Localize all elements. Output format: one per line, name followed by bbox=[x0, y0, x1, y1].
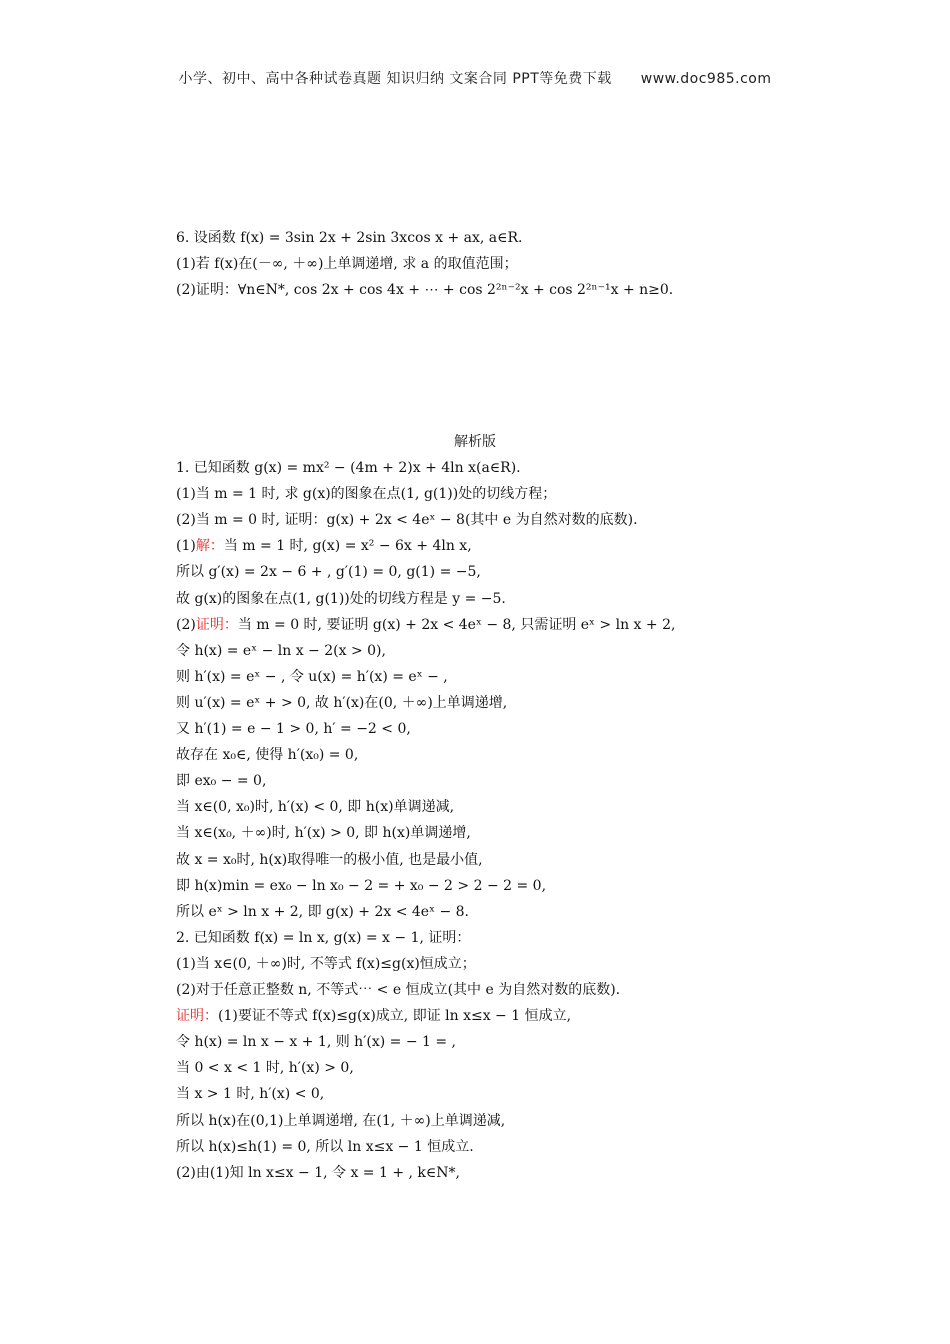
line-text: (2)对于任意正整数 n, 不等式⋯ < e 恒成立(其中 e 为自然对数的底数). bbox=[176, 982, 621, 998]
line-text: (1)要证不等式 f(x)≤g(x)成立, 即证 ln x≤x − 1 恒成立, bbox=[218, 1008, 572, 1024]
solution-line bbox=[176, 823, 471, 843]
line-text: 则 u′(x) = eˣ + > 0, 故 h′(x)在(0, ＋∞)上单调递增, bbox=[176, 695, 508, 711]
solution-line bbox=[176, 719, 411, 739]
solution-label: 证明： bbox=[176, 1008, 218, 1024]
solution-line bbox=[176, 771, 266, 791]
line-text: 所以 eˣ > ln x + 2, 即 g(x) + 2x < 4eˣ − 8. bbox=[176, 904, 469, 920]
line-text: 故 g(x)的图象在点(1, g(1))处的切线方程是 y = −5. bbox=[176, 591, 506, 607]
solution-line bbox=[176, 667, 448, 687]
line-text: (1)当 m = 1 时, 求 g(x)的图象在点(1, g(1))处的切线方程； bbox=[176, 486, 557, 502]
line-text: 即 ex₀ − = 0, bbox=[176, 773, 267, 789]
solution-line bbox=[176, 928, 470, 948]
solution-line bbox=[176, 1163, 460, 1183]
solution-line bbox=[176, 562, 481, 582]
line-text: 即 h(x)min = ex₀ − ln x₀ − 2 = + x₀ − 2 > 2 − 2 = 0, bbox=[176, 878, 547, 894]
solution-line bbox=[176, 876, 546, 896]
solution-line bbox=[176, 510, 638, 530]
solution-line bbox=[176, 1111, 505, 1131]
solution-label: 证明： bbox=[195, 617, 238, 633]
header-tagline: 小学、初中、高中各种试卷真题 知识归纳 文案合同 PPT等免费下载 bbox=[178, 71, 612, 87]
solution-line bbox=[176, 850, 483, 870]
solution-line bbox=[176, 693, 507, 713]
problem6-part1: (1)若 f(x)在(－∞, ＋∞)上单调递增, 求 a 的取值范围； bbox=[176, 256, 518, 272]
solution-line bbox=[176, 589, 506, 609]
line-text: 1. 已知函数 g(x) = mx² − (4m + 2)x + 4ln x(a∈R). bbox=[176, 460, 521, 476]
line-text: 故存在 x₀∈, 使得 h′(x₀) = 0, bbox=[176, 747, 359, 763]
line-text: 2. 已知函数 f(x) = ln x, g(x) = x − 1, 证明： bbox=[176, 930, 471, 946]
line-prefix: (1) bbox=[176, 538, 196, 554]
line-text: 故 x = x₀时, h(x)取得唯一的极小值, 也是最小值, bbox=[176, 852, 483, 868]
line-text: 所以 h(x)在(0,1)上单调递增, 在(1, ＋∞)上单调递减, bbox=[176, 1113, 506, 1129]
solution-line bbox=[176, 484, 556, 504]
solution-line bbox=[176, 1058, 354, 1078]
solution-line bbox=[176, 458, 521, 478]
line-text: 当 x > 1 时, h′(x) < 0, bbox=[176, 1086, 325, 1102]
line-text: 当 m = 1 时, g(x) = x² − 6x + 4ln x, bbox=[223, 538, 472, 554]
solution-line bbox=[176, 980, 620, 1000]
solution-line bbox=[176, 641, 386, 661]
solution-line bbox=[176, 1032, 456, 1052]
line-text: 所以 g′(x) = 2x − 6 + , g′(1) = 0, g(1) = −5, bbox=[176, 564, 481, 580]
line-text: (2)由(1)知 ln x≤x − 1, 令 x = 1 + , k∈N*, bbox=[176, 1165, 460, 1181]
line-text: 则 h′(x) = eˣ − , 令 u(x) = h′(x) = eˣ − , bbox=[176, 669, 448, 685]
solution-line bbox=[176, 1084, 324, 1104]
solution-line bbox=[176, 954, 476, 974]
solution-line bbox=[176, 536, 472, 556]
solution-line bbox=[176, 1137, 474, 1157]
solution-line bbox=[176, 902, 469, 922]
page-header bbox=[0, 68, 950, 88]
line-text: (1)当 x∈(0, ＋∞)时, 不等式 f(x)≤g(x)恒成立； bbox=[176, 956, 476, 972]
solution-label: 解： bbox=[195, 538, 224, 554]
solution-line bbox=[176, 1006, 571, 1026]
line-text: 令 h(x) = eˣ − ln x − 2(x > 0), bbox=[176, 643, 386, 659]
line-prefix: (2) bbox=[176, 617, 196, 633]
line-text: 当 0 < x < 1 时, h′(x) > 0, bbox=[176, 1060, 354, 1076]
solution-line bbox=[176, 797, 454, 817]
solution-line bbox=[176, 615, 675, 635]
header-site-link[interactable]: www.doc985.com bbox=[640, 71, 772, 87]
problem6-part2: (2)证明：∀n∈N*, cos 2x + cos 4x + ⋯ + cos 2²ⁿ⁻²x + cos 2²ⁿ⁻¹x + n≥0. bbox=[176, 282, 674, 298]
line-text: 当 x∈(0, x₀)时, h′(x) < 0, 即 h(x)单调递减, bbox=[176, 799, 455, 815]
line-text: 令 h(x) = ln x − x + 1, 则 h′(x) = − 1 = , bbox=[176, 1034, 456, 1050]
line-text: 当 m = 0 时, 要证明 g(x) + 2x < 4eˣ − 8, 只需证明 eˣ > ln x + 2, bbox=[237, 617, 676, 633]
solution-line bbox=[176, 745, 358, 765]
line-text: 又 h′(1) = e − 1 > 0, h′ = −2 < 0, bbox=[176, 721, 411, 737]
section-title: 解析版 bbox=[454, 434, 496, 450]
line-text: (2)当 m = 0 时, 证明：g(x) + 2x < 4eˣ − 8(其中 e 为自然对数的底数). bbox=[176, 512, 638, 528]
problem6-stem: 6. 设函数 f(x) = 3sin 2x + 2sin 3xcos x + ax, a∈R. bbox=[176, 230, 523, 246]
line-text: 当 x∈(x₀, ＋∞)时, h′(x) > 0, 即 h(x)单调递增, bbox=[176, 825, 471, 841]
line-text: 所以 h(x)≤h(1) = 0, 所以 ln x≤x − 1 恒成立. bbox=[176, 1139, 474, 1155]
